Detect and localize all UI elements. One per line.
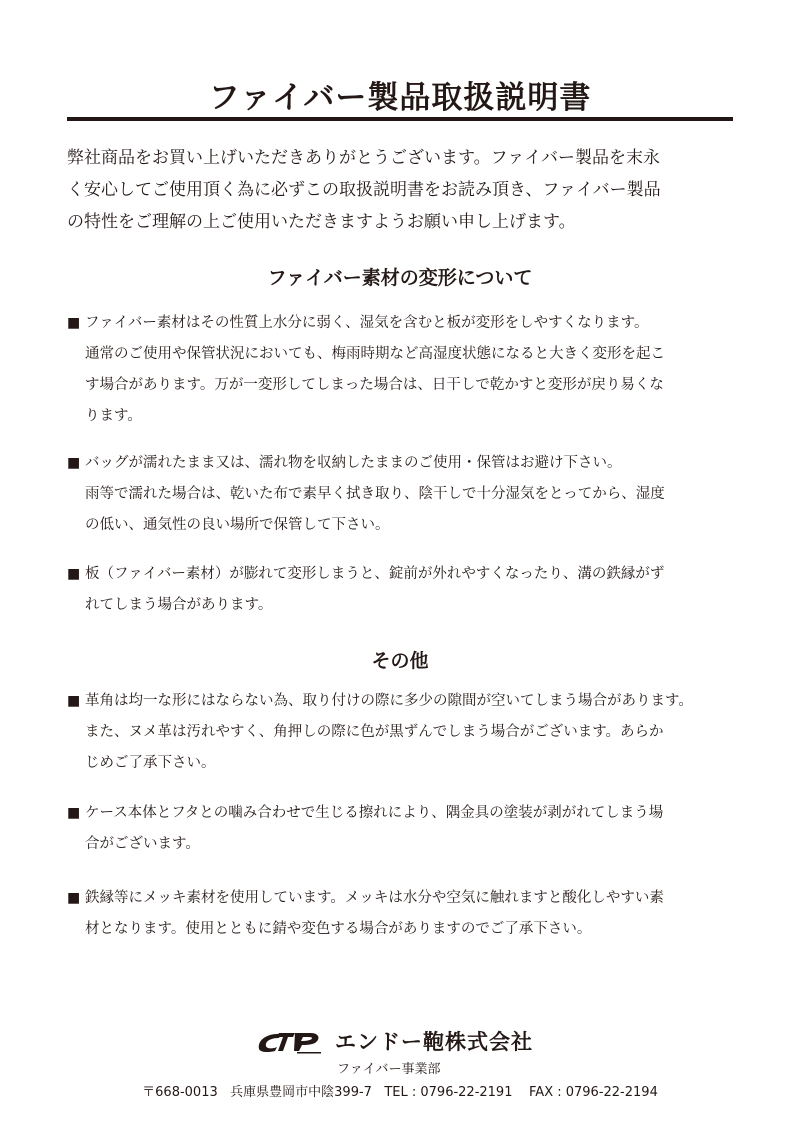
list-item xyxy=(67,448,735,541)
intro-paragraph xyxy=(67,142,735,238)
list-item xyxy=(67,686,735,779)
item-line: れてしまう場合があります。 xyxy=(85,597,273,613)
intro-line: く安心してご使用頂く為に必ずこの取扱説明書をお読み頂き、ファイバー製品 xyxy=(67,180,661,200)
item-line: 革角は均一な形にはならない為、取り付けの際に多少の隙間が空いてしまう場合があります。 xyxy=(85,693,693,709)
item-line: 材となります。使用とともに錆や変色する場合がありますのでご了承下さい。 xyxy=(85,921,592,937)
item-line: じめご了承下さい。 xyxy=(85,755,216,771)
title-underline xyxy=(67,117,733,121)
item-line: ファイバー素材はその性質上水分に弱く、湿気を含むと板が変形をしやすくなります。 xyxy=(85,315,649,331)
postal-code: 〒668-0013 xyxy=(142,1085,218,1100)
item-line: 通常のご使用や保管状況においても、梅雨時期など高湿度状態になると大きく変形を起こ xyxy=(85,346,665,362)
contact-line xyxy=(0,1081,800,1100)
bullet-square-icon: ■ xyxy=(67,890,81,906)
item-line: ケース本体とフタとの噛み合わせで生じる擦れにより、隅金具の塗装が剥がれてしまう場 xyxy=(85,805,664,821)
footer-brand xyxy=(255,1026,533,1056)
item-line: 雨等で濡れた場合は、乾いた布で素早く拭き取り、陰干しで十分湿気をとってから、湿度 xyxy=(85,486,665,502)
item-line: 鉄縁等にメッキ素材を使用しています。メッキは水分や空気に触れますと酸化しやすい素 xyxy=(85,890,664,906)
list-item xyxy=(67,308,735,432)
telephone: TEL : 0796-22-2191 xyxy=(384,1085,513,1100)
list-item xyxy=(67,883,735,945)
document-title: ファイバー製品取扱説明書 xyxy=(208,80,592,116)
item-line: 板（ファイバー素材）が膨れて変形しまうと、錠前が外れやすくなったり、溝の鉄縁がず xyxy=(85,566,665,582)
intro-line: の特性をご理解の上ご使用いただきますようお願い申し上げます。 xyxy=(67,212,576,232)
item-line: の低い、通気性の良い場所で保管して下さい。 xyxy=(85,517,390,533)
item-line: す場合があります。万が一変形してしまった場合は、日干しで乾かすと変形が戻り易くな xyxy=(85,377,664,393)
bullet-square-icon: ■ xyxy=(67,315,81,331)
intro-line: 弊社商品をお買い上げいただきありがとうございます。ファイバー製品を末永 xyxy=(67,148,660,168)
bullet-square-icon: ■ xyxy=(67,805,81,821)
bullet-square-icon: ■ xyxy=(67,566,81,582)
section-title-fiber-deformation: ファイバー素材の変形について xyxy=(267,267,533,289)
fax: FAX : 0796-22-2194 xyxy=(529,1085,658,1100)
street-address: 兵庫県豊岡市中陰399-7 xyxy=(230,1085,372,1100)
section-title-other: その他 xyxy=(371,650,429,672)
company-name: エンドー鞄株式会社 xyxy=(335,1030,533,1054)
list-item xyxy=(67,559,735,621)
company-logo-icon xyxy=(255,1027,323,1055)
division-name: ファイバー事業部 xyxy=(337,1062,441,1077)
list-item xyxy=(67,798,735,860)
item-line: バッグが濡れたまま又は、濡れ物を収納したままのご使用・保管はお避け下さい。 xyxy=(85,455,622,471)
bullet-square-icon: ■ xyxy=(67,455,81,471)
item-line: ります。 xyxy=(85,408,142,424)
bullet-square-icon: ■ xyxy=(67,693,81,709)
item-line: 合がございます。 xyxy=(85,836,200,852)
item-line: また、ヌメ革は汚れやすく、角押しの際に色が黒ずんでしまう場合がございます。あらか xyxy=(85,724,664,740)
